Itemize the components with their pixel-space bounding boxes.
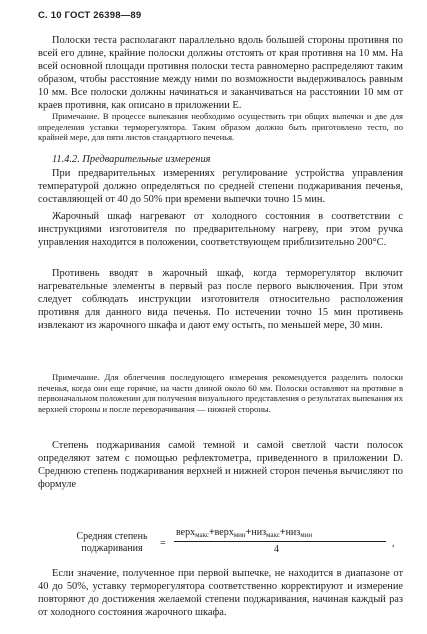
paragraph-preheat: Жарочный шкаф нагревают от холодного состояния в соответствии с инструкциями изготовителя по предварительному нагреву, при этом ручка управления находится в положении, соответствующем приблизительно 200°С. [38, 211, 403, 249]
paragraph-preliminary: При предварительных измерениях регулирование устройства управления температурой должно определяться по средней степени поджаривания печенья, составляющей от 40 до 50% при времени выпечки точно 15 мин. [38, 168, 403, 206]
paragraph-strip-placement: Полоски теста располагают параллельно вдоль большей стороны противня по всей его длине, крайние полоски должны отстоять от края противня на 10 мм. На всей основной площади противня полоски теста равномерно распределяют таким образом, чтобы расстояние между ними по возможности выдерживалось равным 10 мм. Все полоски должны начинаться и заканчиваться на расстоянии 10 мм от краев противня, как описано в приложении Е. [38, 35, 403, 112]
formula-equals: = [160, 538, 166, 549]
paragraph-reflectometer: Степень поджаривания самой темной и самой светлой части полосок определяют затем с помощью рефлектометра, приведенного в приложении D. Среднюю степень поджаривания верхней и нижней сторон печенья вычисляют по формуле [38, 440, 403, 491]
fraction-bar [174, 541, 386, 542]
paragraph-first-baking-result: Если значение, полученное при первой выпечке, не находится в диапазоне от 40 до 50%, уставку терморегулятора соответственно корректируют и измерение повторяют до достижения желаемой степени поджаривания, начиная каждый раз от холодного состояния жарочного шкафа. [38, 568, 403, 619]
formula-label: Средняя степень поджаривания [76, 531, 148, 554]
formula-denominator: 4 [274, 544, 279, 555]
section-heading: 11.4.2. Предварительные измерения [52, 154, 211, 165]
note-cutting-strips: Примечание. Для облегчения последующего измерения рекомендуется разделить полоски печенья, когда они еще горячие, на части длиной около 60 мм. Полоски оставляют на противне в первоначальном положении для получения визуального представления о результатах выпекания их верхней стороны и после переворачивания — нижней стороны. [38, 372, 403, 414]
note-baking-count: Примечание. В процессе выпекания необходимо осуществить три общих выпечки и две для определения уставки терморегулятора. Таким образом должно быть приготовлено тесто, по крайней мере, для пяти листов стандартного печенья. [38, 111, 403, 142]
paragraph-insert-tray: Противень вводят в жарочный шкаф, когда терморегулятор включит нагревательные элементы в первый раз после первого выключения. При этом следует соблюдать инструкции изготовителя относительно расположения противня для данного вида печенья. По истечении точно 15 мин противень извлекают из жарочного шкафа и дают ему остыть, по меньшей мере, 30 мин. [38, 268, 403, 332]
formula-average-browning [68, 527, 398, 567]
page-header: С. 10 ГОСТ 26398—89 [38, 10, 142, 21]
formula-comma: , [392, 538, 395, 549]
formula-numerator: верх$_{макс}$+верх$_{мин}$+низ$_{макс}$+низ$_{мин}$ [176, 527, 313, 539]
